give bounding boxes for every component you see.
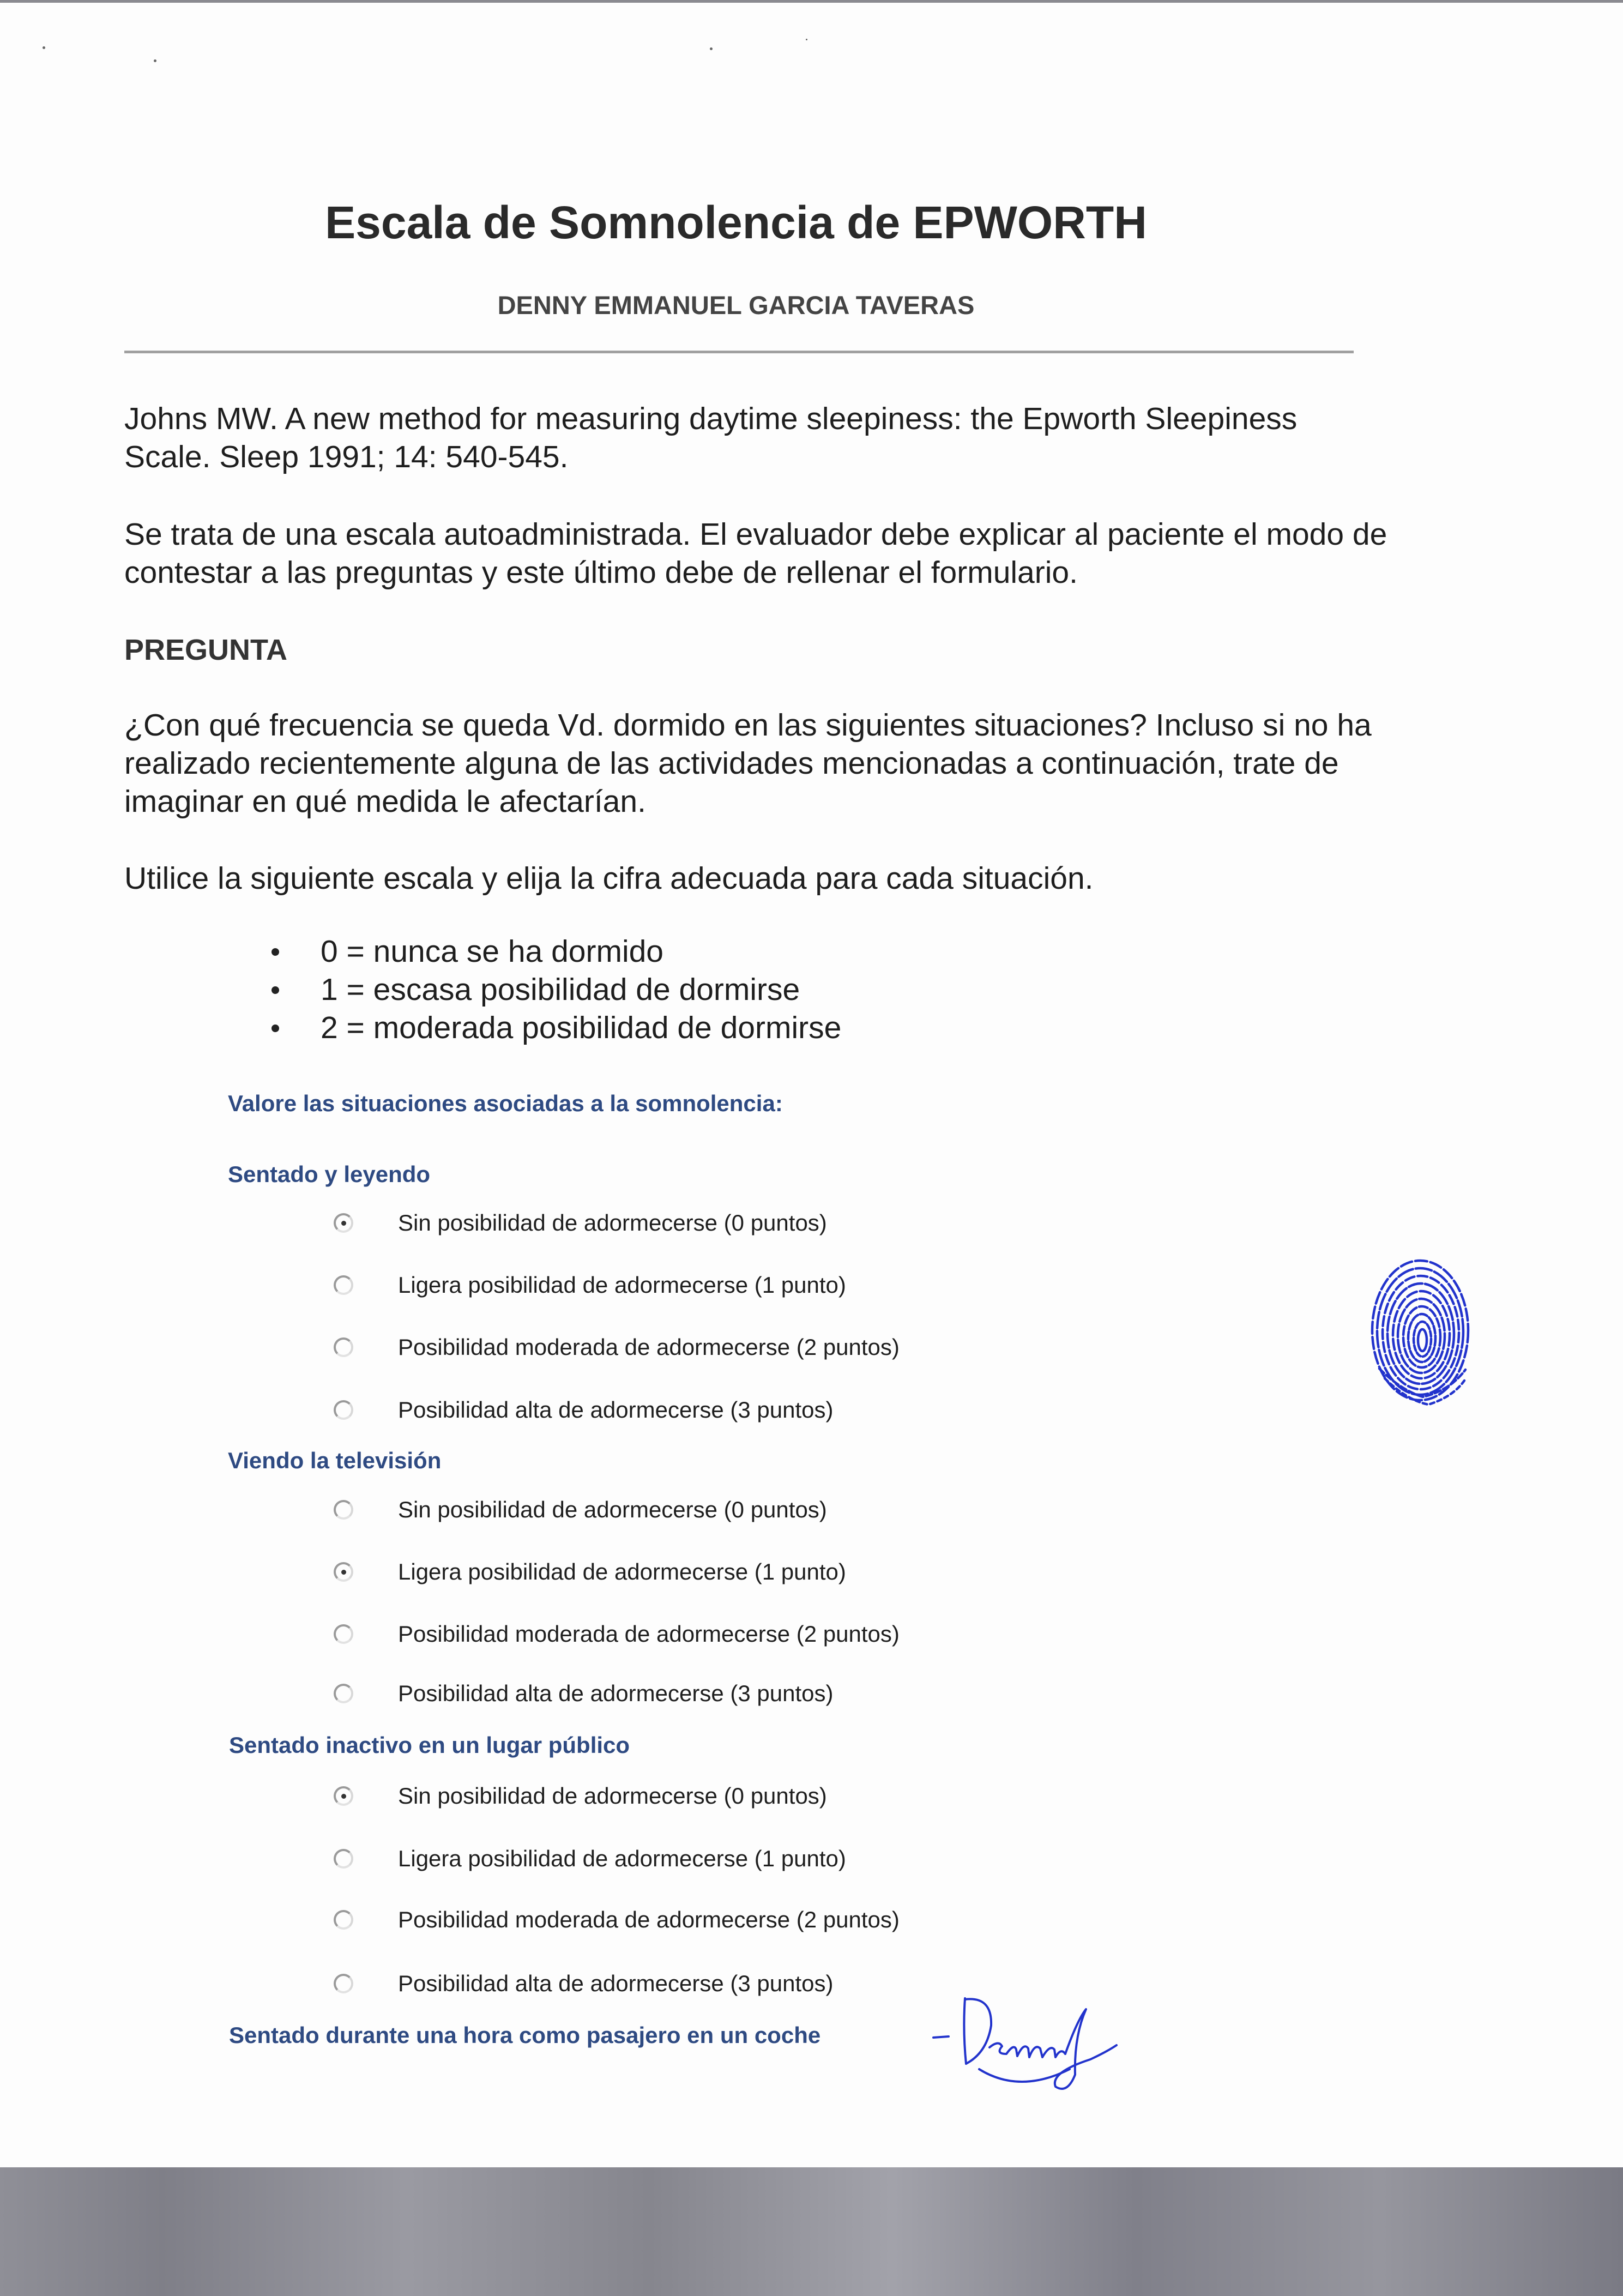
scale-item-text: 0 = nunca se ha dormido xyxy=(321,934,664,969)
scale-item-text: 2 = moderada posibilidad de dormirse xyxy=(321,1010,842,1045)
option-label: Posibilidad alta de adormecerse (3 puntos) xyxy=(398,1680,834,1706)
question-text: ¿Con qué frecuencia se queda Vd. dormido en las siguientes situaciones? Incluso si no ha realizado recientemente alguna de las actividades mencionadas a continuación, trate de imaginar en qué medida le afectarían. xyxy=(124,708,1372,819)
scale-item-text: 1 = escasa posibilidad de dormirse xyxy=(321,972,800,1007)
radio-button-icon[interactable] xyxy=(334,1624,353,1644)
radio-button-icon[interactable] xyxy=(334,1684,353,1703)
fingerprint-icon xyxy=(1368,1254,1477,1418)
option-label: Ligera posibilidad de adormecerse (1 punto) xyxy=(398,1846,846,1871)
radio-button-icon[interactable] xyxy=(334,1400,353,1420)
header-divider xyxy=(124,351,1354,353)
radio-dot xyxy=(341,1794,346,1799)
bullet-icon xyxy=(271,986,279,994)
option-label: Posibilidad alta de adormecerse (3 puntos) xyxy=(398,1970,834,1996)
option-label: Ligera posibilidad de adormecerse (1 punto) xyxy=(398,1272,846,1298)
instructions-text: Se trata de una escala autoadministrada. El evaluador debe explicar al paciente el modo de contestar a las preguntas y este último debe de rellenar el formulario. xyxy=(124,517,1387,590)
signature-mark xyxy=(927,1987,1123,2096)
scan-speck xyxy=(710,47,713,50)
radio-dot xyxy=(341,1570,346,1575)
radio-button-icon[interactable] xyxy=(334,1910,353,1930)
scan-speck xyxy=(806,39,807,40)
radio-button-icon[interactable] xyxy=(334,1275,353,1295)
radio-button-icon[interactable] xyxy=(334,1974,353,1993)
scan-speck xyxy=(154,59,156,62)
patient-name: DENNY EMMANUEL GARCIA TAVERAS xyxy=(497,291,975,320)
option-label: Posibilidad alta de adormecerse (3 puntos) xyxy=(398,1397,834,1423)
scale-item xyxy=(262,932,841,971)
radio-dot xyxy=(341,1221,346,1226)
radio-button-icon[interactable] xyxy=(334,1562,353,1582)
scale-item xyxy=(262,1009,841,1047)
radio-button-icon[interactable] xyxy=(334,1786,353,1806)
scan-speck xyxy=(43,46,45,49)
option-label: Sin posibilidad de adormecerse (0 puntos) xyxy=(398,1210,827,1236)
radio-button-icon[interactable] xyxy=(334,1213,353,1233)
scale-intro: Utilice la siguiente escala y elija la cifra adecuada para cada situación. xyxy=(124,861,1094,896)
option-label: Ligera posibilidad de adormecerse (1 punto) xyxy=(398,1559,846,1584)
option-label: Posibilidad moderada de adormecerse (2 puntos) xyxy=(398,1621,900,1647)
situation-label: Sentado inactivo en un lugar público xyxy=(229,1732,630,1758)
form-heading: Valore las situaciones asociadas a la somnolencia: xyxy=(228,1090,783,1116)
question-heading: PREGUNTA xyxy=(124,634,288,666)
reference-citation: Johns MW. A new method for measuring daytime sleepiness: the Epworth Sleepiness Scale. Sleep 1991; 14: 540-545. xyxy=(124,401,1298,474)
radio-button-icon[interactable] xyxy=(334,1337,353,1357)
scan-bottom-strip xyxy=(0,2167,1623,2296)
option-label: Sin posibilidad de adormecerse (0 puntos) xyxy=(398,1783,827,1809)
page-title: Escala de Somnolencia de EPWORTH xyxy=(325,197,1147,248)
bullet-icon xyxy=(271,1025,279,1032)
option-label: Sin posibilidad de adormecerse (0 puntos) xyxy=(398,1497,827,1522)
situation-label: Sentado y leyendo xyxy=(228,1161,431,1187)
scale-list xyxy=(262,932,841,1047)
option-label: Posibilidad moderada de adormecerse (2 puntos) xyxy=(398,1907,900,1932)
situation-label: Sentado durante una hora como pasajero en un coche xyxy=(229,2022,821,2048)
bullet-icon xyxy=(271,948,279,956)
scale-item xyxy=(262,971,841,1009)
option-label: Posibilidad moderada de adormecerse (2 puntos) xyxy=(398,1334,900,1360)
radio-button-icon[interactable] xyxy=(334,1849,353,1869)
radio-button-icon[interactable] xyxy=(334,1500,353,1520)
situation-label: Viendo la televisión xyxy=(228,1448,442,1473)
